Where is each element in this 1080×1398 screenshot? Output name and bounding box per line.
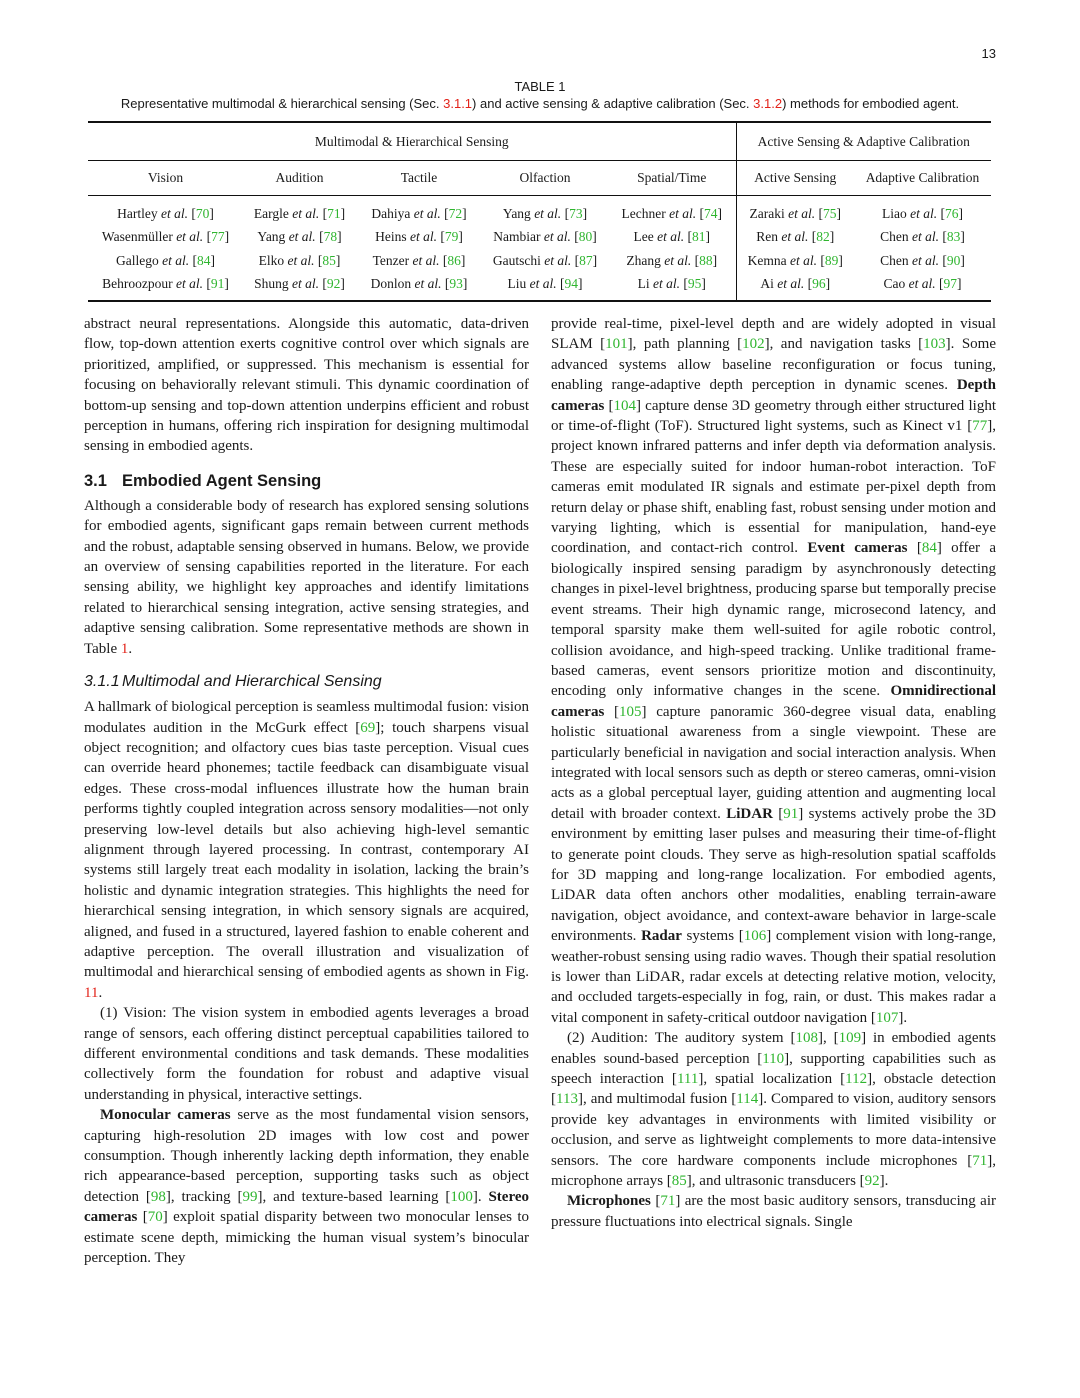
citation-link[interactable]: 100 <box>450 1188 473 1205</box>
author-name: Chen <box>880 229 909 245</box>
paragraph <box>84 314 529 457</box>
author-name: Shung <box>254 276 289 292</box>
citation-link[interactable]: 87 <box>579 252 593 268</box>
table-row <box>88 249 991 273</box>
table-cell: Gautschi et al. [87] <box>492 252 598 268</box>
author-name: Gallego <box>116 252 159 268</box>
heading-number: 3.1 <box>84 471 107 490</box>
left-column <box>84 314 529 1268</box>
text-run: [ <box>650 1193 661 1210</box>
text-run: [ <box>772 805 784 822</box>
citation-link[interactable]: 93 <box>449 276 463 292</box>
table-cell: Tenzer et al. [86] <box>372 252 466 268</box>
text-run: provide real-time, pixel-level depth and are widely adopted in visual SLAM [ <box>551 316 996 353</box>
author-name: Behroozpour <box>102 276 173 292</box>
table-cell: Donlon et al. [93] <box>356 273 482 302</box>
author-name: Gautschi <box>492 252 541 268</box>
column-header: Adaptive Calibration <box>854 161 991 196</box>
citation-link[interactable]: 98 <box>150 1188 166 1205</box>
text-run: systems [ <box>681 928 744 945</box>
author-name: Eargle <box>253 205 289 221</box>
table-cell: Shung et al. [92] <box>243 273 356 302</box>
author-name: Heins <box>375 229 407 245</box>
et-al-text: et al. <box>657 229 685 245</box>
column-header: Tactile <box>356 161 482 196</box>
citation-link[interactable]: 106 <box>743 928 767 945</box>
text-run: [ <box>604 703 620 720</box>
citation-link[interactable]: 82 <box>816 229 830 245</box>
table-cell: Ai et al. [96] <box>736 273 854 302</box>
table-cell: Dahiya et al. [72] <box>371 205 467 221</box>
citation-link[interactable]: 108 <box>795 1030 818 1047</box>
heading-title: Embodied Agent Sensing <box>122 471 322 490</box>
citation-link[interactable]: 71 <box>327 205 341 221</box>
column-header: Audition <box>243 161 356 196</box>
caption-part: ) and active sensing & adaptive calibration (Sec. <box>472 96 754 111</box>
citation-link[interactable]: 104 <box>613 397 636 414</box>
subsection-heading <box>84 672 529 692</box>
text-run: ], project known infrared patterns and infer depth via deformation analysis. These are especially suited for indoor human-robot interaction. ToF cameras emit modulated IR signals and estimate per-pixel depth from return delay or phase shift, enabling fast, robust sensing under motion and varying lighting, which is essential for manipulation, hand-eye coordination, and contact-rich control. <box>551 418 996 557</box>
et-al-text: et al. <box>912 252 939 268</box>
et-al-text: et al. <box>292 276 319 292</box>
citation-link[interactable]: 71 <box>660 1193 676 1210</box>
citation-link[interactable]: 91 <box>210 276 225 292</box>
citation-link[interactable]: 77 <box>211 229 225 245</box>
citation-link[interactable]: 69 <box>360 719 376 736</box>
text-run: ], and navigation tasks [ <box>764 336 924 353</box>
bold-term: Event cameras <box>807 540 908 557</box>
et-al-text: et al. <box>653 276 680 292</box>
text-run: ] capture panoramic 360-degree visual data, enabling holistic situational awareness from a single viewpoint. These are particularly beneficial in navigation and social interaction analysis. When integrated with local sensors such as depth or stereo cameras, omni-vision acts as a global perceptual layer, guiding attention and augmenting local detail with broader context. <box>551 703 996 822</box>
et-al-text: et al. <box>544 252 572 268</box>
author-name: Ai <box>760 276 774 292</box>
author-name: Nambiar <box>493 229 541 245</box>
table-cell: Ren et al. [82] <box>736 226 854 250</box>
table-row <box>88 196 991 226</box>
citation-link[interactable]: 109 <box>838 1030 862 1047</box>
text-run: ], supporting capabilities such as speech interaction [ <box>551 1050 996 1088</box>
table-cell: Yang et al. [78] <box>257 229 342 245</box>
table-cell: Behroozpour et al. [91] <box>88 273 243 302</box>
citation-link[interactable]: 113 <box>556 1091 578 1108</box>
table-row <box>88 273 991 302</box>
bold-term: Depth cameras <box>551 377 996 414</box>
table-cell: Yang et al. [73] <box>502 205 588 221</box>
citation-link[interactable]: 92 <box>864 1173 880 1190</box>
citation-link[interactable]: 85 <box>322 252 336 268</box>
group-header-multimodal: Multimodal & Hierarchical Sensing <box>88 122 736 161</box>
paragraph <box>84 496 529 659</box>
text-run: [ <box>604 397 614 414</box>
author-name: Lechner <box>621 205 666 221</box>
table-cell: Gallego et al. [84] <box>116 252 215 268</box>
author-name: Kemna <box>747 252 787 268</box>
table-cell: Nambiar et al. [80] <box>493 229 597 245</box>
citation-link[interactable]: 114 <box>736 1091 759 1108</box>
citation-link[interactable]: 85 <box>671 1173 687 1190</box>
citation-link[interactable]: 92 <box>326 276 341 292</box>
table-cell: Liao et al. [76] <box>882 205 963 221</box>
citation-link[interactable]: 110 <box>762 1050 785 1067</box>
text-run: ]; touch sharpens visual object recognition; and olfactory cues bias taste perception. Visual cues can override heard phonemes; tactile feedback can disambiguate visual edges. These cross-modal influences illustrate how the human brain performs tightly coupled integration across sensory modalities—not only preserving low-level details but also achieving high-level semantic alignment through layered processing. In contrast, contemporary AI systems still largely treat each modality in isolation, lacking the brain’s holistic and dynamic integration strategies. This highlights the need for hierarchical sensing integration, in which sensory signals are acquired, aligned, and fused in a structured, layered fashion to enable coherent and adaptive perception. The overall illustration and visualization of multimodal and hierarchical sensing of embodied agents as shown in Fig. <box>84 719 529 981</box>
text-run: ]. <box>898 1009 908 1026</box>
citation-link[interactable]: 111 <box>676 1071 699 1088</box>
author-name: Liu <box>507 276 527 292</box>
methods-table <box>88 121 991 302</box>
citation-link[interactable]: 78 <box>323 229 338 245</box>
bold-term: Monocular cameras <box>100 1107 231 1124</box>
citation-link[interactable]: 74 <box>703 205 718 221</box>
table-cell: Kemna et al. [89] <box>736 249 854 273</box>
text-run: (2) Audition: The auditory system [ <box>567 1030 796 1047</box>
et-al-text: et al. <box>162 252 190 268</box>
bold-term: Radar <box>641 928 682 945</box>
cross-ref-link[interactable]: 11 <box>84 984 99 1001</box>
author-name: Wasenmüller <box>101 229 173 245</box>
table-cell: Cao et al. [97] <box>854 273 991 302</box>
text-run: ] complement vision with long-range, weather-robust sensing using radio waves. Though their spatial resolution is lower than LiDAR, radar excels at detecting relative motion, velocity, and occluded targets-especially in fog, rain, or dust. This makes radar a vital component in safety-critical outdoor navigation [ <box>551 928 997 1026</box>
text-run: . <box>128 640 133 657</box>
table-cell: Lechner et al. [74] <box>621 205 722 221</box>
table-cell: Lee et al. [81] <box>633 229 710 245</box>
text-run: ], tracking [ <box>165 1188 243 1205</box>
citation-link[interactable]: 103 <box>923 336 946 353</box>
text-run: ] are the most basic auditory sensors, transducing air pressure fluctuations into electrical signals. Single <box>551 1193 996 1230</box>
author-name: Hartley <box>117 205 158 221</box>
text-run: . <box>98 984 103 1001</box>
citation-link[interactable]: 107 <box>875 1009 899 1026</box>
text-run: ] in embodied agents enables sound-based perception [ <box>551 1030 996 1067</box>
text-run: ], and multimodal fusion [ <box>577 1091 737 1108</box>
text-run: Although a considerable body of research has explored sensing solutions for embodied agents, significant gaps remain between current methods and the robust, adaptable sensing observed in humans. Below, we provide an overview of sensing capabilities reported in the literature. For each sensing ability, we highlight key approaches and identify limitations related to hierarchical sensing integration, active sensing strategies, and adaptive sensing calibration. Some representative methods are shown in Table <box>84 497 529 657</box>
paragraph <box>84 1003 529 1105</box>
author-name: Chen <box>880 252 909 268</box>
citation-link[interactable]: 72 <box>448 205 463 221</box>
citation-link[interactable]: 80 <box>578 229 593 245</box>
section-heading <box>84 471 529 491</box>
author-name: Liao <box>882 205 907 221</box>
citation-link[interactable]: 70 <box>147 1209 163 1226</box>
section-ref-link[interactable]: 3.1.2 <box>753 96 783 111</box>
et-al-text: et al. <box>908 276 936 292</box>
et-al-text: et al. <box>777 276 805 292</box>
author-name: Yang <box>257 229 286 245</box>
et-al-text: et al. <box>288 229 316 245</box>
citation-link[interactable]: 94 <box>564 276 578 292</box>
text-run: ] exploit spatial disparity between two monocular lenses to estimate scene depth, mimicking the human visual system’s binocular perception. They <box>84 1209 530 1267</box>
et-al-text: et al. <box>529 276 557 292</box>
author-name: Tenzer <box>372 252 410 268</box>
text-run: ], obstacle detection [ <box>551 1071 996 1108</box>
et-al-text: et al. <box>176 229 204 245</box>
text-run: [ <box>137 1209 148 1226</box>
citation-link[interactable]: 112 <box>845 1071 868 1088</box>
caption-part: ) methods for embodied agent. <box>782 96 960 111</box>
author-name: Ren <box>756 229 778 245</box>
author-name: Li <box>637 276 650 292</box>
et-al-text: et al. <box>287 252 315 268</box>
et-al-text: et al. <box>669 205 697 221</box>
author-name: Dahiya <box>371 205 411 221</box>
et-al-text: et al. <box>910 205 938 221</box>
citation-link[interactable]: 73 <box>569 205 583 221</box>
table-cell: Chen et al. [90] <box>880 252 965 268</box>
paragraph <box>551 1191 996 1232</box>
citation-link[interactable]: 90 <box>946 252 961 268</box>
text-run: abstract neural representations. Alongside this automatic, data-driven flow, top-down attention exerts cognitive control over which signals are prioritized, amplified, or suppressed. This mechanism is essential for focusing on behaviorally relevant stimuli. This dynamic coordination of bottom-up sensing and top-down attention underpins efficient and robust perception in humans, offering rich inspiration for designing multimodal sensing in embodied agents. <box>84 316 529 455</box>
text-run: ] capture dense 3D geometry through either structured light or time-of-flight (ToF). Structured light systems, such as Kinect v1 [ <box>551 397 996 435</box>
citation-link[interactable]: 95 <box>687 276 702 292</box>
author-name: Zaraki <box>749 205 785 221</box>
citation-link[interactable]: 105 <box>619 703 642 720</box>
caption-part: Representative multimodal & hierarchical sensing (Sec. <box>120 96 444 111</box>
section-ref-link[interactable]: 3.1.1 <box>443 96 473 111</box>
table-row <box>88 226 991 250</box>
author-name: Zhang <box>626 252 661 268</box>
et-al-text: et al. <box>788 205 816 221</box>
page-number: 13 <box>981 46 996 61</box>
text-run: ] offer a biologically inspired sensing paradigm by asynchronously detecting changes in pixel-level brightness, producing sparse but temporally precise event streams. Their high dynamic range, microsecond latency, and temporal sparsity make them well-suited for agile robotic control, collision avoidance, and high-speed tracking. Unlike traditional frame-based cameras, event sensors prioritize motion and discontinuity, encoding only informative changes in the scene. <box>551 540 997 700</box>
text-run: ]. <box>472 1188 489 1205</box>
bold-term: Omnidirectional cameras <box>551 683 996 720</box>
citation-link[interactable]: 83 <box>946 229 961 245</box>
table-cell: Elko et al. [85] <box>258 252 341 268</box>
table-cell: Wasenmüller et al. [77] <box>101 229 230 245</box>
column-header: Spatial/Time <box>608 161 736 196</box>
text-run: ]. Compared to vision, auditory sensors provide key advantages in environments with limited visibility or occlusion, and serve as lightweight complements to more data-intensive sensors. The core hardware components include microphones [ <box>551 1091 996 1169</box>
group-header-active: Active Sensing & Adaptive Calibration <box>736 122 991 161</box>
citation-link[interactable]: 77 <box>972 418 988 435</box>
citation-link[interactable]: 81 <box>691 229 706 245</box>
et-al-text: et al. <box>912 229 939 245</box>
et-al-text: et al. <box>664 252 692 268</box>
heading-number: 3.1.1 <box>84 673 120 691</box>
cross-ref-link[interactable]: 1 <box>120 640 129 657</box>
text-run: ], and ultrasonic transducers [ <box>686 1173 865 1190</box>
et-al-text: et al. <box>412 252 440 268</box>
table-cell: Li et al. [95] <box>608 273 736 302</box>
text-run: ]. <box>879 1173 889 1190</box>
bold-term: Microphones <box>567 1193 651 1210</box>
author-name: Lee <box>633 229 654 245</box>
citation-link[interactable]: 75 <box>822 205 837 221</box>
table-cell: Liu et al. [94] <box>482 273 608 302</box>
et-al-text: et al. <box>534 205 562 221</box>
text-run: serve as the most fundamental vision sensors, capturing high-resolution 2D images with low cost and power consumption. Though inherently lacking depth information, they enable rich appearance-based perception, supporting tasks such as object detection [ <box>84 1107 529 1205</box>
citation-link[interactable]: 97 <box>943 276 957 292</box>
column-header: Olfaction <box>482 161 608 196</box>
citation-link[interactable]: 99 <box>242 1188 258 1205</box>
citation-link[interactable]: 89 <box>824 252 839 268</box>
et-al-text: et al. <box>789 252 817 268</box>
et-al-text: et al. <box>543 229 571 245</box>
et-al-text: et al. <box>781 229 809 245</box>
bold-term: LiDAR <box>726 805 773 822</box>
text-run: (1) Vision: The vision system in embodied agents leverages a broad range of sensors, each offering distinct perceptual capabilities tailored to different environmental conditions and task demands. These modalities collectively form the foundation for robust and adaptive visual understanding in physical, interactive settings. <box>84 1005 529 1103</box>
paragraph <box>84 697 529 1003</box>
table-caption <box>84 78 996 112</box>
right-column <box>551 314 996 1232</box>
et-al-text: et al. <box>292 205 320 221</box>
table-body <box>88 196 991 302</box>
citation-link[interactable]: 70 <box>195 205 210 221</box>
text-run: ], [ <box>817 1030 839 1047</box>
citation-link[interactable]: 88 <box>699 252 713 268</box>
et-al-text: et al. <box>413 205 441 221</box>
paragraph <box>551 1028 996 1191</box>
table-cell: Chen et al. [83] <box>880 229 965 245</box>
paragraph <box>84 1105 529 1268</box>
table-label: TABLE 1 <box>514 79 566 94</box>
citation-link[interactable]: 76 <box>945 205 959 221</box>
citation-link[interactable]: 86 <box>447 252 461 268</box>
author-name: Cao <box>883 276 906 292</box>
citation-link[interactable]: 71 <box>972 1152 988 1169</box>
author-name: Donlon <box>370 276 412 292</box>
author-name: Yang <box>502 205 531 221</box>
citation-link[interactable]: 84 <box>921 540 937 557</box>
et-al-text: et al. <box>175 276 203 292</box>
author-name: Elko <box>258 252 285 268</box>
citation-link[interactable]: 91 <box>783 805 799 822</box>
text-run: ], spatial localization [ <box>698 1071 846 1088</box>
bold-term: Stereo cameras <box>84 1188 529 1226</box>
column-header: Vision <box>88 161 243 196</box>
table-cell: Eargle et al. [71] <box>253 205 346 221</box>
table-cell: Heins et al. [79] <box>375 229 463 245</box>
text-run: A hallmark of biological perception is seamless multimodal fusion: vision modulates audition in the McGurk effect [ <box>84 699 529 736</box>
text-run: [ <box>907 540 922 557</box>
text-run: ]. Some advanced systems allow baseline reconfiguration or focus tuning, enabling range-adaptive depth perception in dynamic scenes. <box>551 336 997 394</box>
table-caption-text <box>84 95 996 112</box>
table-cell: Zhang et al. [88] <box>626 252 718 268</box>
text-run: ], path planning [ <box>627 336 743 353</box>
et-al-text: et al. <box>410 229 437 245</box>
citation-link[interactable]: 101 <box>605 336 628 353</box>
table-cell: Zaraki et al. [75] <box>736 196 854 226</box>
et-al-text: et al. <box>414 276 442 292</box>
citation-link[interactable]: 102 <box>742 336 765 353</box>
et-al-text: et al. <box>160 205 188 221</box>
table-cell: Hartley et al. [70] <box>117 205 214 221</box>
text-run: ], microphone arrays [ <box>551 1152 996 1190</box>
citation-link[interactable]: 79 <box>444 229 459 245</box>
citation-link[interactable]: 96 <box>812 276 826 292</box>
heading-title: Multimodal and Hierarchical Sensing <box>122 673 382 691</box>
paragraph <box>551 314 996 1028</box>
text-run: ], and texture-based learning [ <box>257 1188 451 1205</box>
citation-link[interactable]: 84 <box>197 252 211 268</box>
text-run: ] systems actively probe the 3D environment by emitting laser pulses and measuring their time-of-flight to generate point clouds. They serve as high-resolution spatial scaffolds for 3D mapping and long-range localization. For embodied agents, LiDAR data often anchors other modalities, enabling terrain-aware navigation, object avoidance, and context-aware behavior in large-scale environments. <box>551 805 996 945</box>
column-header: Active Sensing <box>736 161 854 196</box>
